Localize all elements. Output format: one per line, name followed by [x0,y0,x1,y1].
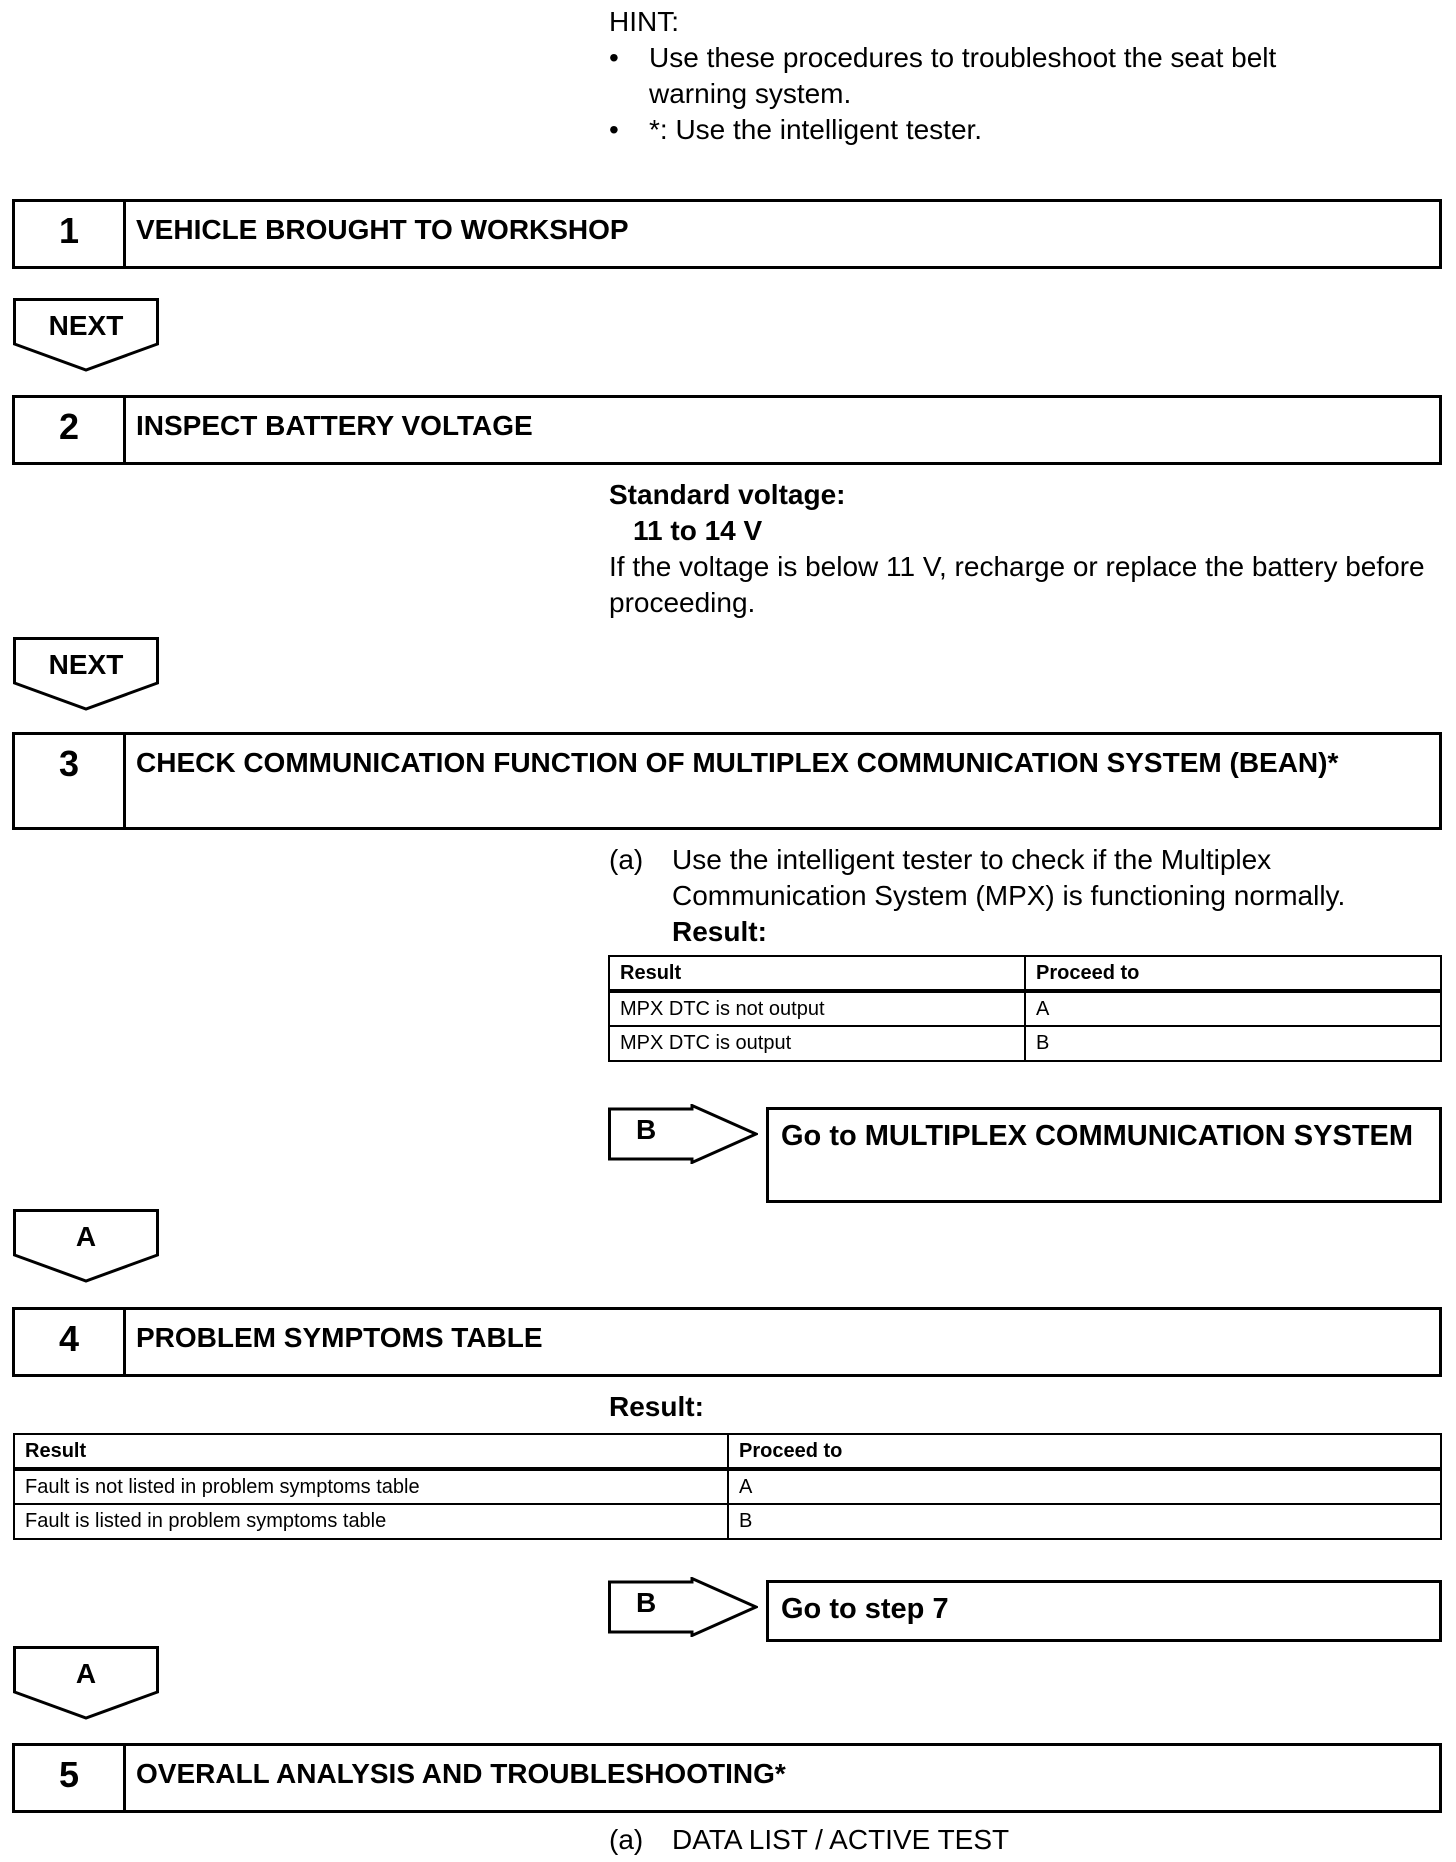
goto-box-step-4: Go to step 7 [766,1580,1442,1642]
table-cell: MPX DTC is not output [609,991,1025,1026]
right-arrow-icon [608,1104,758,1164]
item-marker: (a) [609,844,644,875]
table-cell: A [1025,991,1441,1026]
step-3-header [12,732,1442,830]
table-row [14,1504,1441,1539]
table-cell: Fault is not listed in problem symptoms table [14,1469,728,1504]
step-title: CHECK COMMUNICATION FUNCTION OF MULTIPLEX COMMUNICATION SYSTEM (BEAN)* [136,747,1339,778]
step-2-header [12,395,1442,465]
right-arrow-icon [608,1577,758,1637]
result-table-step-3 [608,955,1442,1062]
goto-box-step-3: Go to MULTIPLEX COMMUNICATION SYSTEM [766,1107,1442,1203]
hint-title: HINT: [609,6,679,37]
branch-label: A [75,1221,97,1252]
branch-label: B [636,1587,657,1618]
battery-note: If the voltage is below 11 V, recharge or replace the battery before proceeding. [609,551,1425,618]
branch-b-arrow-1 [608,1104,758,1164]
step-number: 4 [15,1310,126,1374]
next-label: NEXT [48,310,124,341]
table-header: Result [609,956,1025,991]
step-number: 5 [15,1746,126,1810]
result-table-step-4 [13,1433,1442,1540]
standard-voltage-value: 11 to 14 V [633,515,763,546]
result-label: Result: [672,916,767,947]
table-cell: MPX DTC is output [609,1026,1025,1061]
step-number: 3 [15,735,126,827]
step-title: PROBLEM SYMPTOMS TABLE [136,1322,543,1353]
table-header-row [14,1434,1441,1469]
hint-item: • *: Use the intelligent tester. [609,112,1369,148]
next-arrow-2 [13,637,159,711]
a-arrow-1 [13,1209,159,1283]
next-label: NEXT [48,649,124,680]
step-4-header [12,1307,1442,1377]
table-header: Proceed to [728,1434,1441,1469]
a-arrow-2 [13,1646,159,1720]
step-number: 2 [15,398,126,462]
table-row [609,1026,1441,1061]
step-title: INSPECT BATTERY VOLTAGE [136,410,533,441]
step-1-header [12,199,1442,269]
hint-list [609,40,1369,148]
table-row [609,991,1441,1026]
standard-voltage-label: Standard voltage: [609,479,846,510]
branch-label: B [636,1114,657,1145]
branch-label: A [75,1658,97,1689]
branch-b-arrow-2 [608,1577,758,1637]
result-label: Result: [609,1391,704,1422]
step-title: VEHICLE BROUGHT TO WORKSHOP [136,214,629,245]
table-cell: B [1025,1026,1441,1061]
step-3-instruction: Use the intelligent tester to check if the Multiplex Communication System (MPX) is functioning normally. [672,844,1346,911]
table-header: Result [14,1434,728,1469]
step-5-header [12,1743,1442,1813]
table-row [14,1469,1441,1504]
table-header: Proceed to [1025,956,1441,991]
table-cell: A [728,1469,1441,1504]
table-cell: B [728,1504,1441,1539]
step-number: 1 [15,202,126,266]
bullet-icon: • [609,114,619,145]
item-marker: (a) [609,1824,644,1855]
step-5-instruction: DATA LIST / ACTIVE TEST [672,1824,1010,1855]
next-arrow-1 [13,298,159,372]
table-cell: Fault is listed in problem symptoms table [14,1504,728,1539]
hint-item: • Use these procedures to troubleshoot the seat belt warning system. [609,42,1277,109]
step-title: OVERALL ANALYSIS AND TROUBLESHOOTING* [136,1758,786,1789]
table-header-row [609,956,1441,991]
bullet-icon: • [609,42,619,73]
